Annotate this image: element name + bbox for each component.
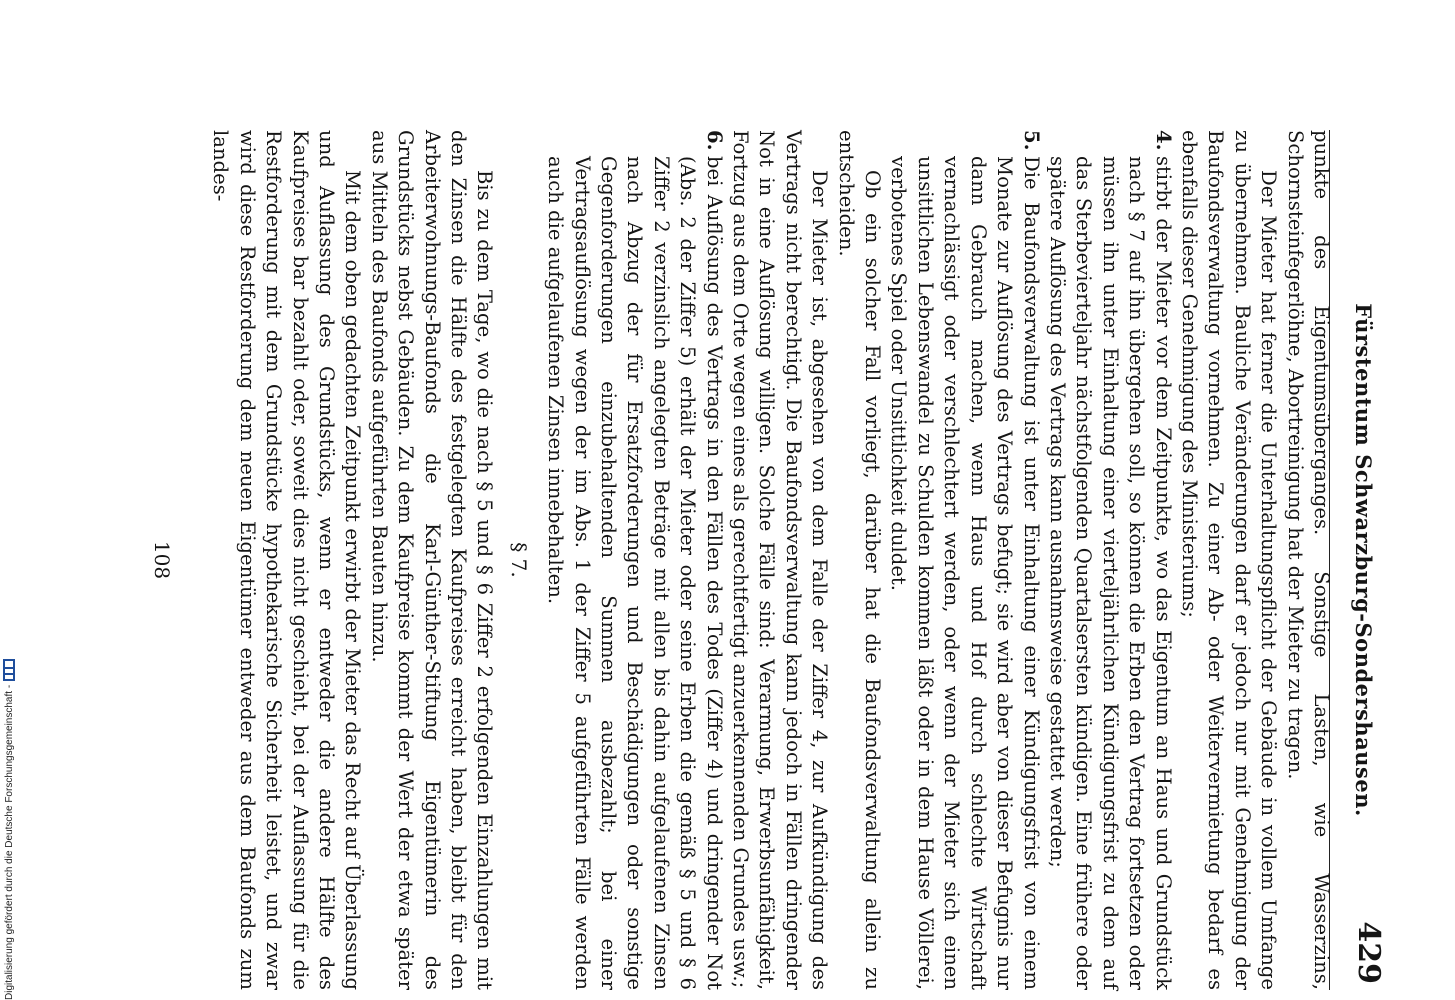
list-item-6 bbox=[542, 130, 727, 990]
running-head: Fürstentum Schwarzburg-Sondershausen. bbox=[1351, 303, 1376, 817]
list-item-text: bei Auflösung des Vertrags in den Fällen des Todes (Ziffer 4) und dringender Not (Abs. 2 der Ziffer 5) erhält der Mieter oder seine Erben die gemäß § 5 und § 6 Ziffer 2 verzinslich angelegten Beträge mit allen bis dahin aufgelaufenen Zinsen nach Abzug der für Ersatzforderungen und Beschädigungen oder sonstige Gegenforderungen einzubehaltenden Summen ausbezahlt; bei einer Vertragsauflösung wegen der im Abs. 1 der Ziffer 5 aufgeführten Fälle werden auch die aufgelaufenen Zinsen innebehalten. bbox=[544, 156, 726, 990]
list-item-number: 6. bbox=[702, 130, 726, 151]
list-item-5 bbox=[885, 130, 1043, 990]
paragraph-entscheidung: Ob ein solcher Fall vorliegt, darüber hat die Baufondsverwaltung allein zu entscheiden. bbox=[834, 130, 885, 990]
list-item-number: 4. bbox=[1151, 130, 1175, 151]
list-item-text: stirbt der Mieter vor dem Zeitpunkte, wo das Eigentum an Haus und Grundstück nach § 7 auf ihn übergehen soll, so können die Erben den Vertrag fortsetzen oder müssen ihn unter Einhaltung einer vierteljährlichen Kündigungsfrist zu dem auf das Sterbevierteljahr nächstfolgenden Quartalsersten kündigen. Eine frühere oder spätere Auflösung des Vertrags kann ausnahmsweise gestattet werden; bbox=[1045, 156, 1175, 990]
paragraph-eigentumsuebergang: punkte des Eigentumsüberganges. Sonstige Lasten, wie Wasserzins, Schornsteinfegerlöhne, Abortreinigung hat der Mieter zu tragen. bbox=[1283, 130, 1333, 990]
page-body bbox=[207, 130, 1334, 990]
paragraph-eigentum-stiftung: Bis zu dem Tage, wo die nach § 5 und § 6 Ziffer 2 erfolgenden Einzahlungen mit den Zinsen die Hälfte des festgelegten Kaufpreises erreicht haben, bleibt für den Arbeiterwohnungs-Baufonds die Karl-Günther-Stiftung Eigentümerin des Grundstücks nebst Gebäuden. Zu dem Kaufpreise kommt der Wert der etwa später aus Mitteln des Baufonds aufgeführten Bauten hinzu. bbox=[367, 130, 497, 990]
dfg-logo-icon bbox=[3, 659, 15, 681]
rotated-document-page bbox=[120, 130, 1400, 990]
list-item-4 bbox=[1044, 130, 1176, 990]
signature-number: 108 bbox=[150, 540, 174, 580]
section-heading: § 7. bbox=[506, 542, 531, 578]
page-header bbox=[1342, 130, 1386, 990]
digitization-note bbox=[2, 0, 16, 1000]
digitization-note-text: Digitalisierung gefördert durch die Deutsche Forschungsgemeinschaft - bbox=[3, 684, 15, 1000]
page-number: 429 bbox=[1351, 921, 1386, 984]
list-item-text: Die Baufondsverwaltung ist unter Einhaltung einer Kündigungsfrist von einem Monate zur Auflösung des Vertrags befugt; sie wird aber von dieser Befugnis nur dann Gebrauch machen, wenn Haus und Hof durch schlechte Wirtschaft vernachlässigt oder verschlechtert werden, oder wenn der Mieter sich einen unsittlichen Lebenswandel zu Schulden kommen läßt oder in dem Hause Völlerei, verbotenes Spiel oder Unsittlichkeit duldet. bbox=[887, 156, 1043, 990]
paragraph-unterhaltungspflicht: Der Mieter hat ferner die Unterhaltungspflicht der Gebäude in vollem Umfange zu übernehmen. Bauliche Veränderungen darf er jedoch nur mit Genehmigung der Baufondsverwaltung vornehmen. Zu einer Ab- oder Weitervermietung bedarf es ebenfalls dieser Genehmigung des Ministeriums; bbox=[1177, 130, 1281, 990]
list-item-number: 5. bbox=[1019, 130, 1043, 151]
paragraph-aufkuendigung: Der Mieter ist, abgesehen von dem Falle der Ziffer 4, zur Aufkündigung des Vertrags nicht berechtigt. Die Baufondsverwaltung kann jedoch in Fällen dringender Not in eine Auflösung willigen. Solche Fälle sind: Verarmung, Erwerbsunfähigkeit, Fortzug aus dem Orte wegen eines als gerechtfertigt anzuerkennenden Grundes usw.; bbox=[729, 130, 832, 990]
paragraph-auflassung: Mit dem oben gedachten Zeitpunkt erwirbt der Mieter das Recht auf Überlassung und Auflassung des Grundstücks, wenn er entweder die andere Hälfte des Kaufpreises bar bezahlt oder, soweit dies nicht geschieht, bei der Auflassung für die Restforderung mit dem Grundstücke hypothekarische Sicherheit leistet, und zwar wird diese Restforderung dem neuen Eigentümer entweder aus dem Baufonds zum landes- bbox=[209, 130, 365, 990]
